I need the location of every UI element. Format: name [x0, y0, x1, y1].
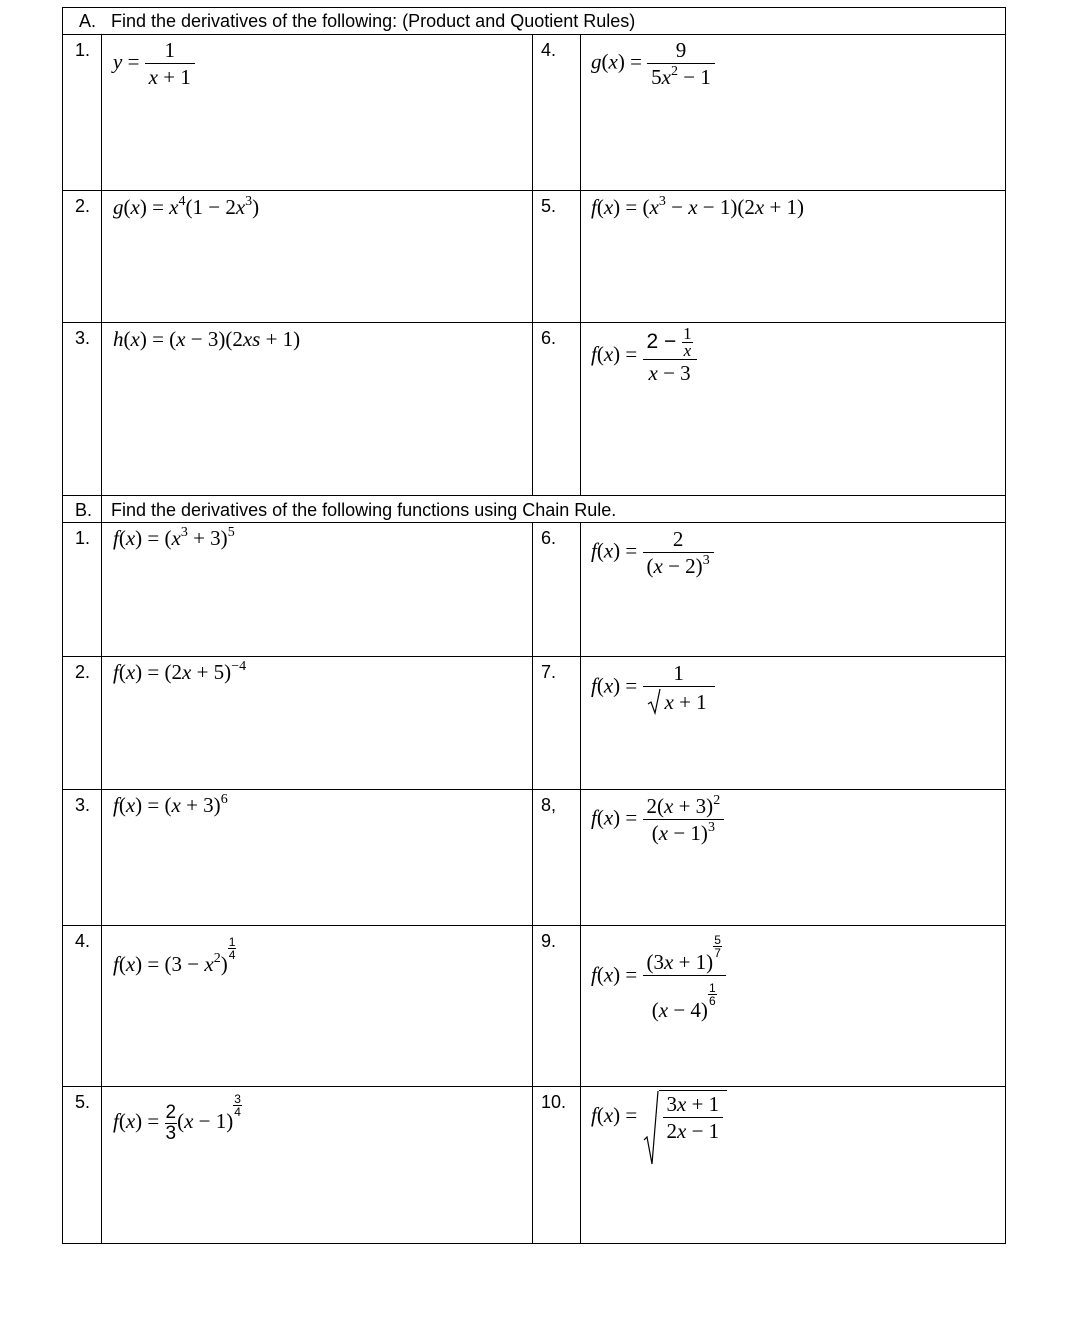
a-item-5-formula: $f(x) = (x^3 - x - 1)(2x + 1)$ — [591, 194, 805, 219]
b-item-4-number: 4. — [75, 931, 91, 951]
b-item-10-formula: f(x) = $\frac{3x + 1}{2x - 1}$ — [591, 1090, 727, 1144]
b-item-5-number: 5. — [75, 1092, 91, 1112]
row-divider — [63, 789, 1005, 790]
a-item-6-number: 6. — [541, 328, 557, 348]
b-item-9-formula: f(x) = (3x + 1) $\frac{5}{7}$ (x − 4) $\frac{1}{6}$ — [591, 930, 726, 1023]
worksheet-table — [62, 7, 1006, 1244]
b-item-8-formula: f(x) = $\frac{2(x + 3)^2}{(x - 1)^3}$ — [591, 793, 724, 846]
a-item-1-number: 1. — [75, 40, 91, 60]
a-item-5-number: 5. — [541, 196, 557, 216]
column-divider — [101, 34, 102, 495]
section-a-title: Find the derivatives of the following: (Product and Quotient Rules) — [111, 11, 636, 31]
a-item-2-formula: $g(x) = x^4(1 - 2x^3)$ — [113, 194, 260, 219]
a-item-2-number: 2. — [75, 196, 91, 216]
b-item-3-formula: $f(x) = (x + 3)^6$ — [113, 792, 228, 817]
b-item-6-formula: f(x) = $\frac{2}{(x - 2)^3}$ — [591, 526, 714, 579]
a-item-1-formula: y = $\frac{1}{x + 1}$ — [113, 37, 195, 90]
row-divider — [63, 190, 1005, 191]
b-item-10-number: 10. — [541, 1092, 567, 1112]
b-item-7-formula: f(x) = $\frac{1}{x + 1}$ — [591, 660, 715, 715]
b-item-6-number: 6. — [541, 528, 557, 548]
a-item-4-formula: g(x) = $\frac{9}{5x^2 - 1}$ — [591, 37, 715, 90]
row-divider — [63, 322, 1005, 323]
row-divider — [63, 522, 1005, 523]
row-divider — [63, 34, 1005, 35]
b-item-4-formula: $f(x) = (3 - x^2)$ $\frac{1}{4}$ — [113, 935, 236, 976]
section-b-letter: B. — [75, 500, 93, 520]
b-item-3-number: 3. — [75, 795, 91, 815]
a-item-3-number: 3. — [75, 328, 91, 348]
b-item-9-number: 9. — [541, 931, 557, 951]
section-a-letter: A. — [79, 11, 97, 31]
b-item-8-number: 8, — [541, 795, 557, 815]
row-divider — [63, 925, 1005, 926]
a-item-4-number: 4. — [541, 40, 557, 60]
a-item-6-formula: f(x) = 2 − $\frac{1}{x}$ x − 3 — [591, 326, 697, 386]
row-divider — [63, 495, 1005, 496]
row-divider — [63, 1086, 1005, 1087]
section-b-title: Find the derivatives of the following functions using Chain Rule. — [111, 500, 617, 520]
b-item-2-formula: $f(x) = (2x + 5)^{-4}$ — [113, 659, 247, 684]
b-item-5-formula: f(x) = $\frac{2}{3}$ (x − 1) $\frac{3}{4}$ — [113, 1092, 241, 1144]
column-divider — [532, 34, 533, 495]
column-divider — [532, 522, 533, 1243]
b-item-1-formula: $f(x) = (x^3 + 3)^5$ — [113, 525, 235, 550]
column-divider — [580, 34, 581, 495]
row-divider — [63, 656, 1005, 657]
column-divider — [101, 495, 102, 522]
b-item-1-number: 1. — [75, 528, 91, 548]
column-divider — [580, 522, 581, 1243]
column-divider — [101, 522, 102, 1243]
b-item-2-number: 2. — [75, 662, 91, 682]
b-item-7-number: 7. — [541, 662, 557, 682]
a-item-3-formula: h(x) = (x − 3)(2xs + 1) — [113, 327, 301, 351]
